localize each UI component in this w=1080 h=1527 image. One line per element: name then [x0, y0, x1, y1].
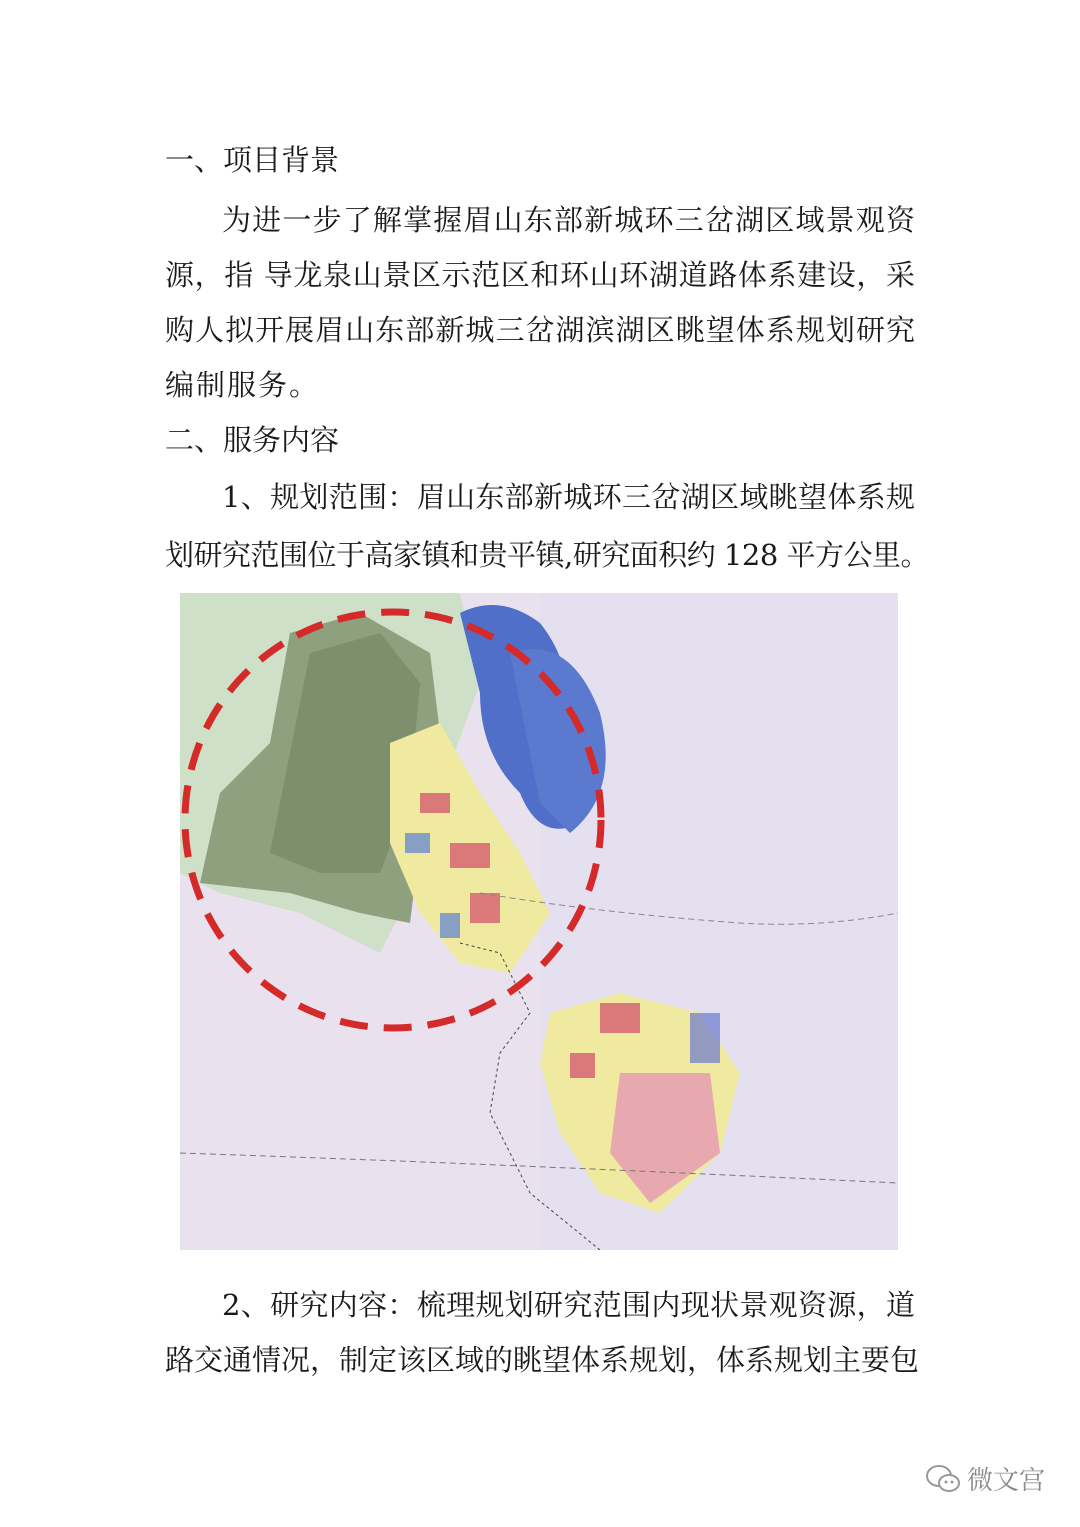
heading-project-background: 一、项目背景: [165, 143, 340, 177]
paragraph-line: 路交通情况，制定该区域的眺望体系规划，体系规划主要包: [165, 1343, 920, 1377]
paragraph-line: 源，指 导龙泉山景区示范区和环山环湖道路体系建设，采: [165, 258, 915, 292]
watermark-text: 微文宫: [967, 1466, 1046, 1496]
paragraph-line: 划研究范围位于高家镇和贵平镇,研究面积约 128 平方公里。: [165, 538, 930, 572]
paragraph-line: 2、研究内容：梳理规划研究范围内现状景观资源，道: [222, 1288, 915, 1322]
paragraph-line: 编制服务。: [165, 368, 321, 402]
planning-map-image: [180, 593, 898, 1250]
paragraph-line: 购人拟开展眉山东部新城三岔湖滨湖区眺望体系规划研究: [165, 313, 915, 347]
watermark: [925, 1460, 1045, 1497]
heading-service-content: 二、服务内容: [165, 423, 340, 457]
paragraph-line: 为进一步了解掌握眉山东部新城环三岔湖区域景观资: [222, 203, 915, 237]
paragraph-line: 1、规划范围：眉山东部新城环三岔湖区域眺望体系规: [222, 480, 915, 514]
wechat-icon: [925, 1464, 961, 1494]
